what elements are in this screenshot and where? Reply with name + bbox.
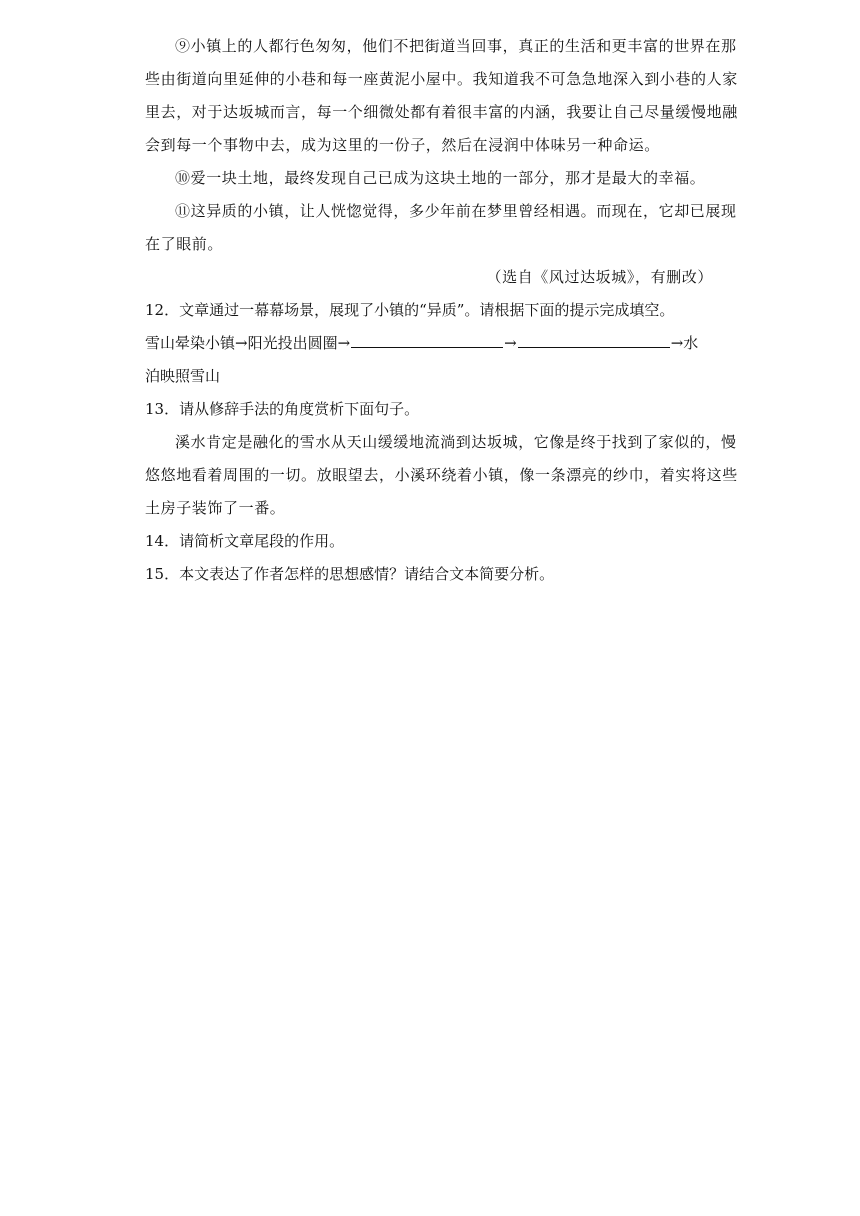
passage-line: 里去，对于达坂城而言，每一个细微处都有着很丰富的内涵，我要让自己尽量缓慢地融 — [145, 103, 738, 121]
passage-line: 在了眼前。 — [145, 235, 224, 253]
passage-paragraph-11 — [145, 195, 737, 261]
quoted-sentence-line: 悠悠地看着周围的一切。放眼望去，小溪环绕着小镇，像一条漂亮的纱巾，着实将这些 — [145, 466, 738, 484]
question-12 — [145, 294, 717, 393]
passage-line: ⑪这异质的小镇，让人恍惚觉得，多少年前在梦里曾经相遇。而现在，它却已展现 — [175, 202, 737, 220]
fill-in-chain — [145, 327, 717, 360]
question-15 — [145, 558, 717, 591]
question-text: 15．本文表达了作者怎样的思想感情？请结合文本简要分析。 — [145, 565, 555, 583]
question-text: 12．文章通过一幕幕场景，展现了小镇的“异质”。请根据下面的提示完成填空。 — [145, 301, 675, 319]
chain-end: →水 — [670, 334, 699, 352]
chain-start: 雪山晕染小镇→阳光投出圆圈→ — [145, 334, 351, 352]
passage-line: 会到每一个事物中去，成为这里的一份子，然后在浸润中体味另一种命运。 — [145, 136, 660, 154]
answer-blank-1[interactable] — [351, 333, 503, 348]
passage-paragraph-9 — [145, 30, 738, 162]
exam-page — [145, 30, 738, 591]
passage-line: 些由街道向里延伸的小巷和每一座黄泥小屋中。我知道我不可急急地深入到小巷的人家 — [145, 70, 738, 88]
passage-source: （选自《风过达坂城》，有删改） — [486, 268, 713, 286]
answer-blank-2[interactable] — [518, 333, 670, 348]
quoted-sentence-line: 土房子装饰了一番。 — [145, 499, 286, 517]
passage-line: ⑨小镇上的人都行色匆匆，他们不把街道当回事，真正的生活和更丰富的世界在那 — [175, 37, 737, 55]
passage-paragraph-10 — [145, 162, 717, 195]
passage-line: ⑩爱一块土地，最终发现自己已成为这块土地的一部分，那才是最大的幸福。 — [175, 169, 706, 187]
chain-arrow: → — [504, 334, 517, 352]
question-text: 14．请简析文章尾段的作用。 — [145, 532, 345, 550]
question-text: 13．请从修辞手法的角度赏析下面句子。 — [145, 400, 420, 418]
quoted-sentence-line: 溪水肯定是融化的雪水从天山缓缓地流淌到达坂城，它像是终于找到了家似的，慢 — [175, 433, 737, 451]
question-13 — [145, 393, 738, 525]
question-14 — [145, 525, 717, 558]
fill-in-chain-continuation: 泊映照雪山 — [145, 367, 221, 385]
